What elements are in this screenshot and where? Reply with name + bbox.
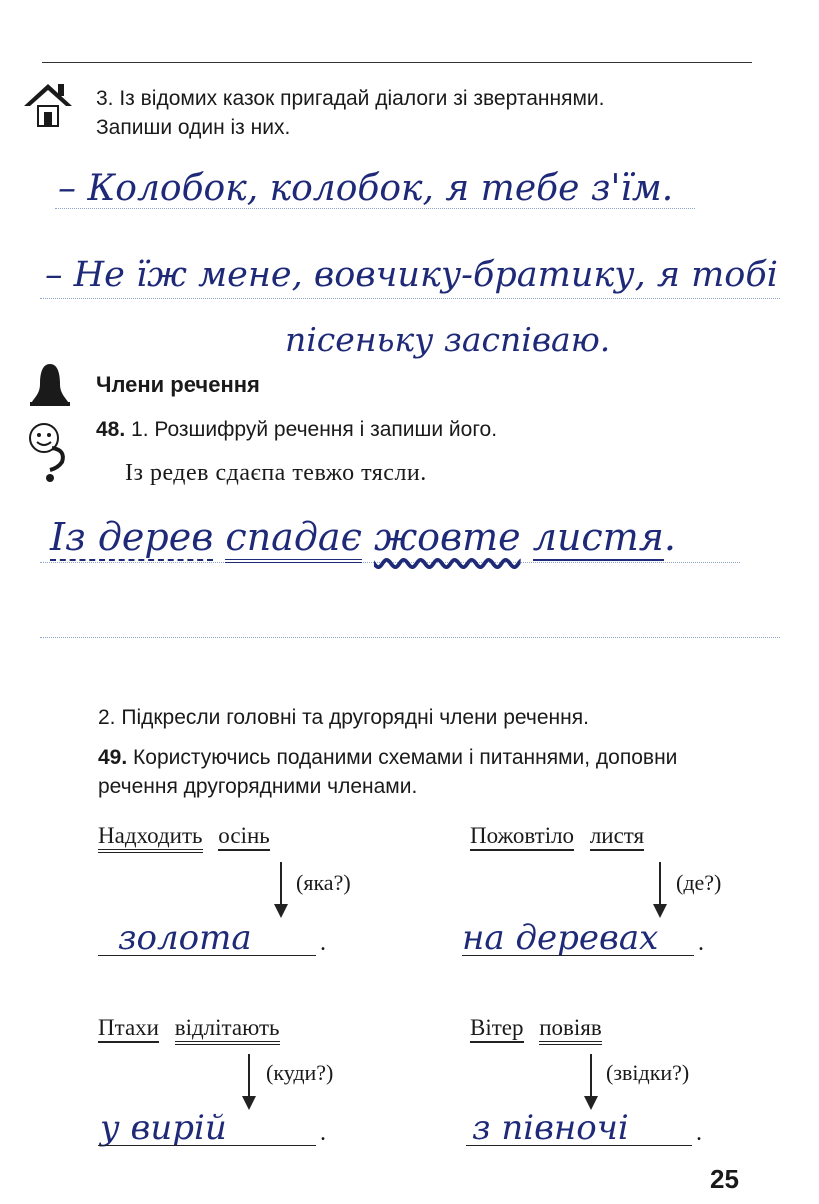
scheme-3-answer: у вирій (100, 1108, 227, 1148)
scheme-1-subject: осінь (218, 823, 269, 851)
ex48-task1: 1. Розшифруй речення і запиши його. (131, 418, 498, 441)
ex48-task2: 2. Підкресли головні та другорядні члени речення. (98, 706, 589, 729)
bell-icon (28, 360, 72, 412)
scheme-2-sentence (470, 823, 644, 849)
scheme-4-dot: . (696, 1120, 702, 1146)
answer-end: . (663, 515, 677, 559)
answer-word-1: Із дерев (50, 515, 214, 559)
scrambled-sentence: Із редев сдаєпа тевжо тясли. (125, 460, 427, 486)
scheme-2-predicate: листя (590, 823, 644, 851)
ex49-text-line2: речення другорядними членами. (98, 775, 418, 798)
scheme-4-question: (звідки?) (606, 1060, 690, 1085)
scheme-2-question: (де?) (676, 870, 722, 895)
ex48-number: 48. (96, 418, 126, 441)
scheme-4-answer-line (466, 1145, 692, 1146)
scheme-1-sentence (98, 823, 270, 849)
handwriting-line3: пісеньку заспіваю. (285, 320, 611, 359)
guide-line (40, 562, 740, 563)
scheme-1-answer: золота (118, 918, 252, 958)
top-rule (42, 62, 752, 63)
scheme-1-question: (яка?) (296, 870, 351, 895)
scheme-1-dot: . (320, 930, 326, 956)
scheme-2-answer-line (462, 955, 694, 956)
scheme-2-dot: . (698, 930, 704, 956)
scheme-4-answer: з півночі (472, 1108, 629, 1148)
scheme-4-subject: Вітер (470, 1015, 524, 1043)
scheme-4-predicate: повіяв (539, 1015, 602, 1045)
scheme-3-question: (куди?) (266, 1060, 334, 1085)
section-title: Члени речення (96, 372, 260, 397)
scheme-3-answer-line (98, 1145, 316, 1146)
scheme-2-subject: Пожовтіло (470, 823, 574, 851)
task3-line1: 3. Із відомих казок пригадай діалоги зі звертаннями. (96, 87, 605, 110)
scheme-3-predicate: відлітають (175, 1015, 280, 1045)
scheme-4-sentence (470, 1015, 602, 1041)
scheme-3-dot: . (320, 1120, 326, 1146)
house-icon (20, 78, 76, 128)
scheme-3-subject: Птахи (98, 1015, 159, 1043)
answer-word-4: листя (532, 515, 664, 559)
scheme-2-answer: на деревах (462, 918, 659, 958)
ex49-text-line1: Користуючись поданими схемами і питаннями, доповни (127, 746, 678, 769)
task3-line2: Запиши один із них. (96, 116, 291, 139)
handwriting-line2: – Не їж мене, вовчику-братику, я тобі (45, 255, 778, 295)
scheme-4-arrow (590, 1054, 592, 1108)
page-number: 25 (710, 1164, 739, 1194)
ex48-answer (50, 515, 676, 559)
scheme-3-arrow (248, 1054, 250, 1108)
guide-line (40, 637, 780, 638)
answer-word-3: жовте (373, 515, 521, 559)
scheme-1-predicate: Надходить (98, 823, 203, 853)
guide-line (40, 298, 780, 299)
scheme-1-answer-line (98, 955, 316, 956)
answer-word-2: спадає (225, 515, 361, 563)
smiley-question-icon (22, 418, 74, 484)
scheme-3-sentence (98, 1015, 280, 1041)
scheme-1-arrow (280, 862, 282, 916)
handwriting-line1: – Колобок, колобок, я тебе з'їм. (58, 168, 674, 209)
scheme-2-arrow (659, 862, 661, 916)
ex49-number: 49. (98, 746, 128, 769)
